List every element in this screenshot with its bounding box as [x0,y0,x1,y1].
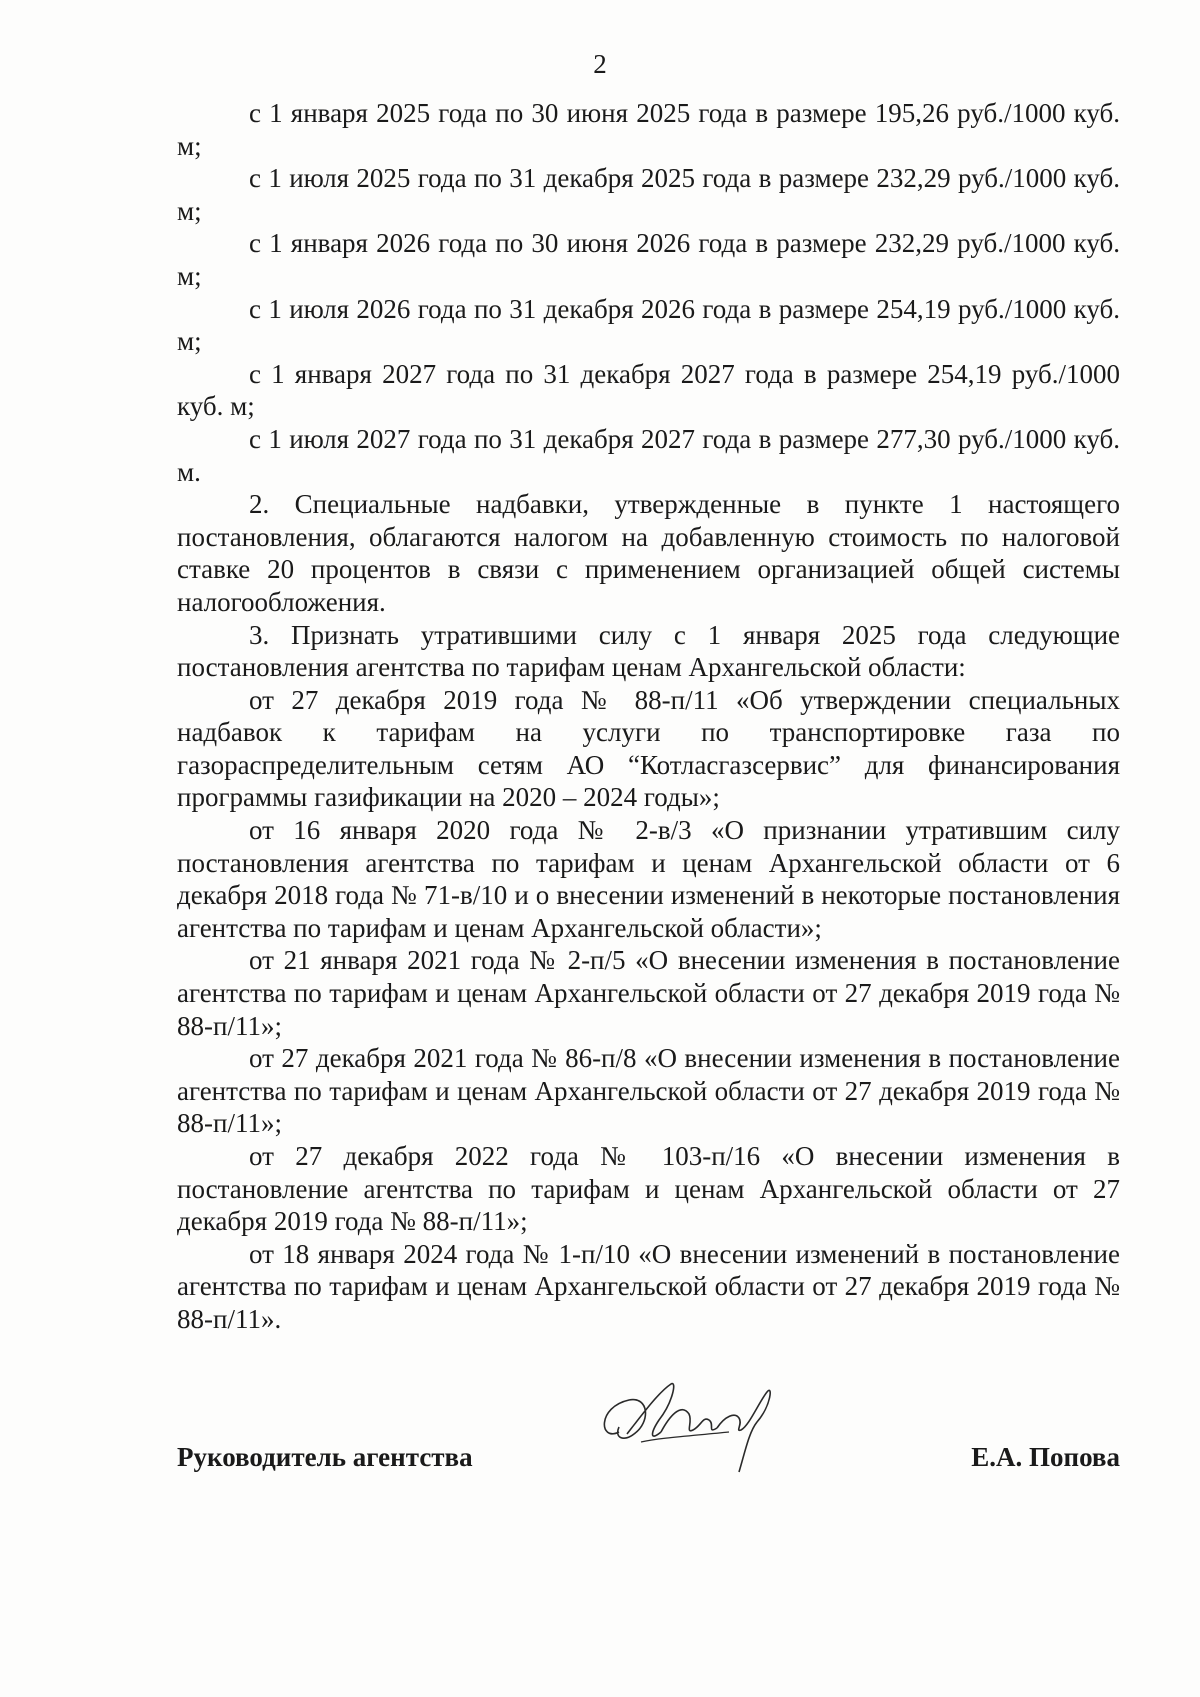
rate-line: с 1 января 2026 года по 30 июня 2026 года в размере 232,29 руб./1000 куб. м; [177,228,1120,291]
repealed-act-item: от 27 декабря 2022 года № 103-п/16 «О внесении изменения в постановление агентства по тарифам и ценам Архангельской области от 27 декабря 2019 года № 88-п/11»; [177,1141,1120,1237]
signature-block [177,1430,1120,1550]
rate-line: с 1 июля 2025 года по 31 декабря 2025 года в размере 232,29 руб./1000 куб. м; [177,163,1120,226]
page-number: 2 [593,49,607,79]
clause-3-paragraph: 3. Признать утратившими силу с 1 января 2025 года следующие постановления агентства по тарифам ценам Архангельской области: [177,619,1120,683]
repealed-act-item: от 16 января 2020 года № 2-в/3 «О признании утратившим силу постановления агентства по тарифам и ценам Архангельской области от 6 декабря 2018 года № 71-в/10 и о внесении изменений в некоторые постановления агентства по тарифам и ценам Архангельской области»; [177,815,1120,943]
clause-2-paragraph: 2. Специальные надбавки, утвержденные в пункте 1 настоящего постановления, облагаются налогом на добавленную стоимость по налоговой ставке 20 процентов в связи с применением организацией общей системы налогообложения. [177,489,1120,617]
signatory-title: Руководитель агентства [177,1442,473,1472]
rate-line: с 1 января 2027 года по 31 декабря 2027 года в размере 254,19 руб./1000 куб. м; [177,358,1120,422]
repealed-act-item: от 21 января 2021 года № 2-п/5 «О внесении изменения в постановление агентства по тарифам и ценам Архангельской области от 27 декабря 2019 года № 88-п/11»; [177,945,1120,1041]
signatory-name: Е.А. Попова [971,1442,1120,1472]
repealed-act-item: от 27 декабря 2019 года № 88-п/11 «Об утверждении специальных надбавок к тарифам на услуги по транспортировке газа по газораспределительным сетям АО “Котласгазсервис” для финансирования программы газификации на 2020 – 2024 годы»; [177,684,1120,813]
handwritten-signature [589,1372,789,1482]
document-body [177,97,1120,1336]
rate-line: с 1 июля 2026 года по 31 декабря 2026 года в размере 254,19 руб./1000 куб. м; [177,293,1120,357]
repealed-act-item: от 18 января 2024 года № 1-п/10 «О внесении изменений в постановление агентства по тарифам и ценам Архангельской области от 27 декабря 2019 года № 88-п/11». [177,1238,1120,1334]
rate-line: с 1 января 2025 года по 30 июня 2025 года в размере 195,26 руб./1000 куб. м; [177,98,1120,161]
signature-text [177,1430,178,1431]
repealed-act-item: от 27 декабря 2021 года № 86-п/8 «О внесении изменения в постановление агентства по тарифам и ценам Архангельской области от 27 декабря 2019 года № 88-п/11»; [177,1043,1120,1139]
rate-line: с 1 июля 2027 года по 31 декабря 2027 года в размере 277,30 руб./1000 куб. м. [177,423,1120,487]
